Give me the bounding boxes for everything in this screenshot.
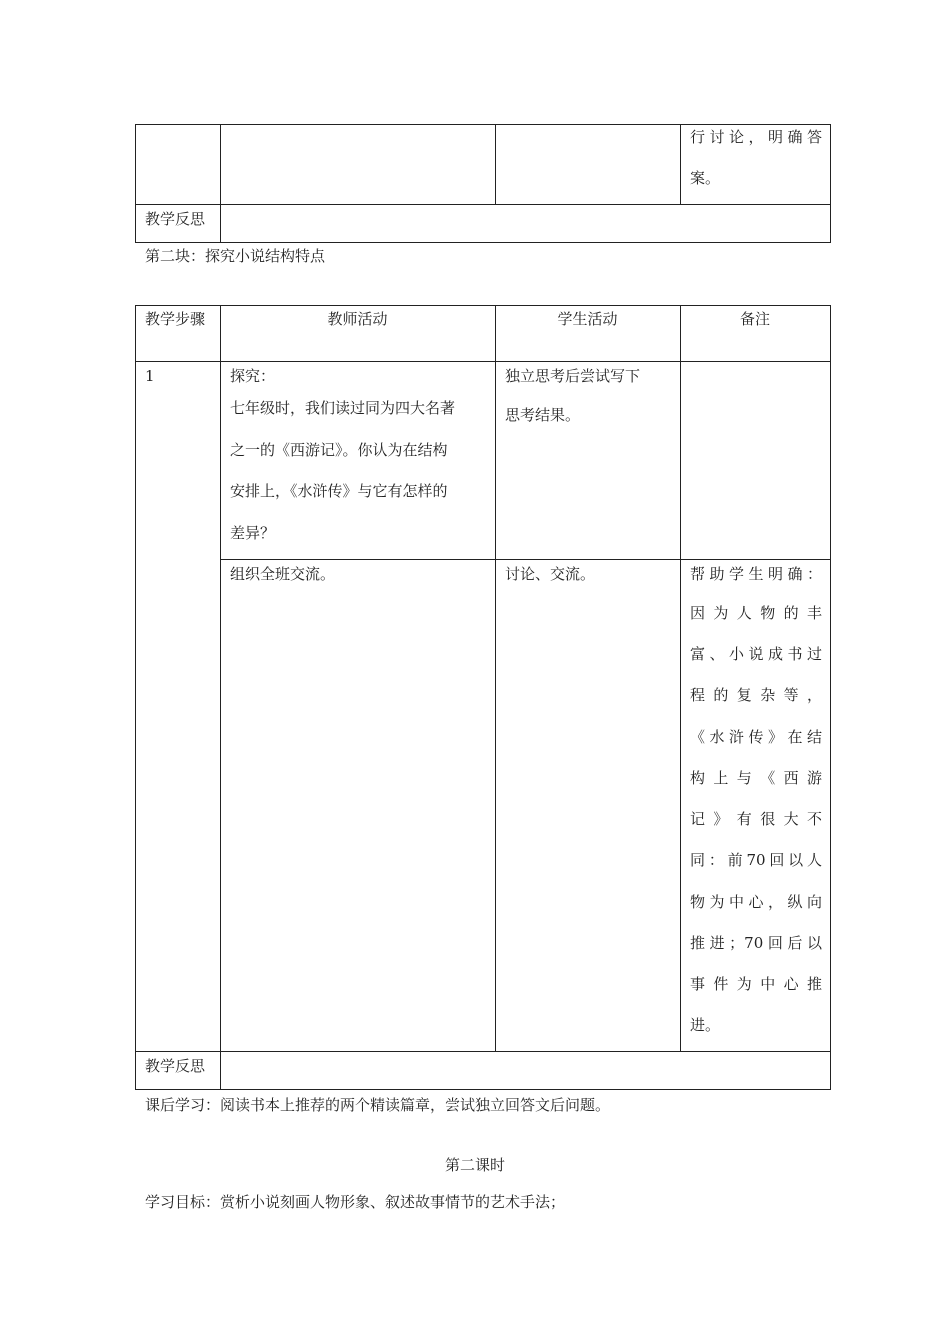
student-activity-line: 独立思考后尝试写下 xyxy=(505,367,641,385)
student-activity-line: 思考结果。 xyxy=(505,406,581,424)
teacher-activity-line: 探究： xyxy=(230,367,276,385)
note-line: 帮助学生明确： xyxy=(690,565,822,583)
header-student-activity: 学生活动 xyxy=(557,310,618,328)
after-class-study: 课后学习：阅读书本上推荐的两个精读篇章，尝试独立回答文后问题。 xyxy=(145,1096,611,1114)
learning-goal: 学习目标：赏析小说刻画人物形象、叙述故事情节的艺术手法； xyxy=(145,1193,566,1211)
note-line: 程的复杂等， xyxy=(690,686,822,704)
note-line: 《水浒传》在结 xyxy=(690,728,822,746)
note-line: 案。 xyxy=(690,169,721,187)
header-notes: 备注 xyxy=(739,310,770,328)
section-title: 第二块：探究小说结构特点 xyxy=(145,247,326,265)
note-line: 同：前70回以人 xyxy=(690,851,822,869)
teacher-activity: 组织全班交流。 xyxy=(230,565,336,583)
note-line: 推进；70回后以 xyxy=(690,934,822,952)
header-teacher-activity: 教师活动 xyxy=(327,310,388,328)
note-line: 记》有很大不 xyxy=(690,810,822,828)
note-line: 物为中心，纵向 xyxy=(690,893,822,911)
header-step: 教学步骤 xyxy=(145,310,206,328)
reflection-label: 教学反思 xyxy=(145,1057,206,1075)
note-line: 构上与《西游 xyxy=(690,769,822,787)
teacher-activity-line: 七年级时，我们读过同为四大名著 xyxy=(230,399,456,417)
teacher-activity-line: 安排上，《水浒传》与它有怎样的 xyxy=(230,482,448,500)
note-line: 进。 xyxy=(690,1016,721,1034)
student-activity: 讨论、交流。 xyxy=(505,565,596,583)
reflection-label: 教学反思 xyxy=(145,210,206,228)
step-number: 1 xyxy=(145,367,155,385)
lesson-title: 第二课时 xyxy=(444,1156,505,1174)
note-line: 富、小说成书过 xyxy=(690,645,822,663)
note-line: 因为人物的丰 xyxy=(690,604,822,622)
teacher-activity-line: 之一的《西游记》。你认为在结构 xyxy=(230,441,448,459)
note-line: 事件为中心推 xyxy=(690,975,822,993)
note-line: 行讨论，明确答 xyxy=(690,128,822,146)
teacher-activity-line: 差异？ xyxy=(230,524,276,542)
